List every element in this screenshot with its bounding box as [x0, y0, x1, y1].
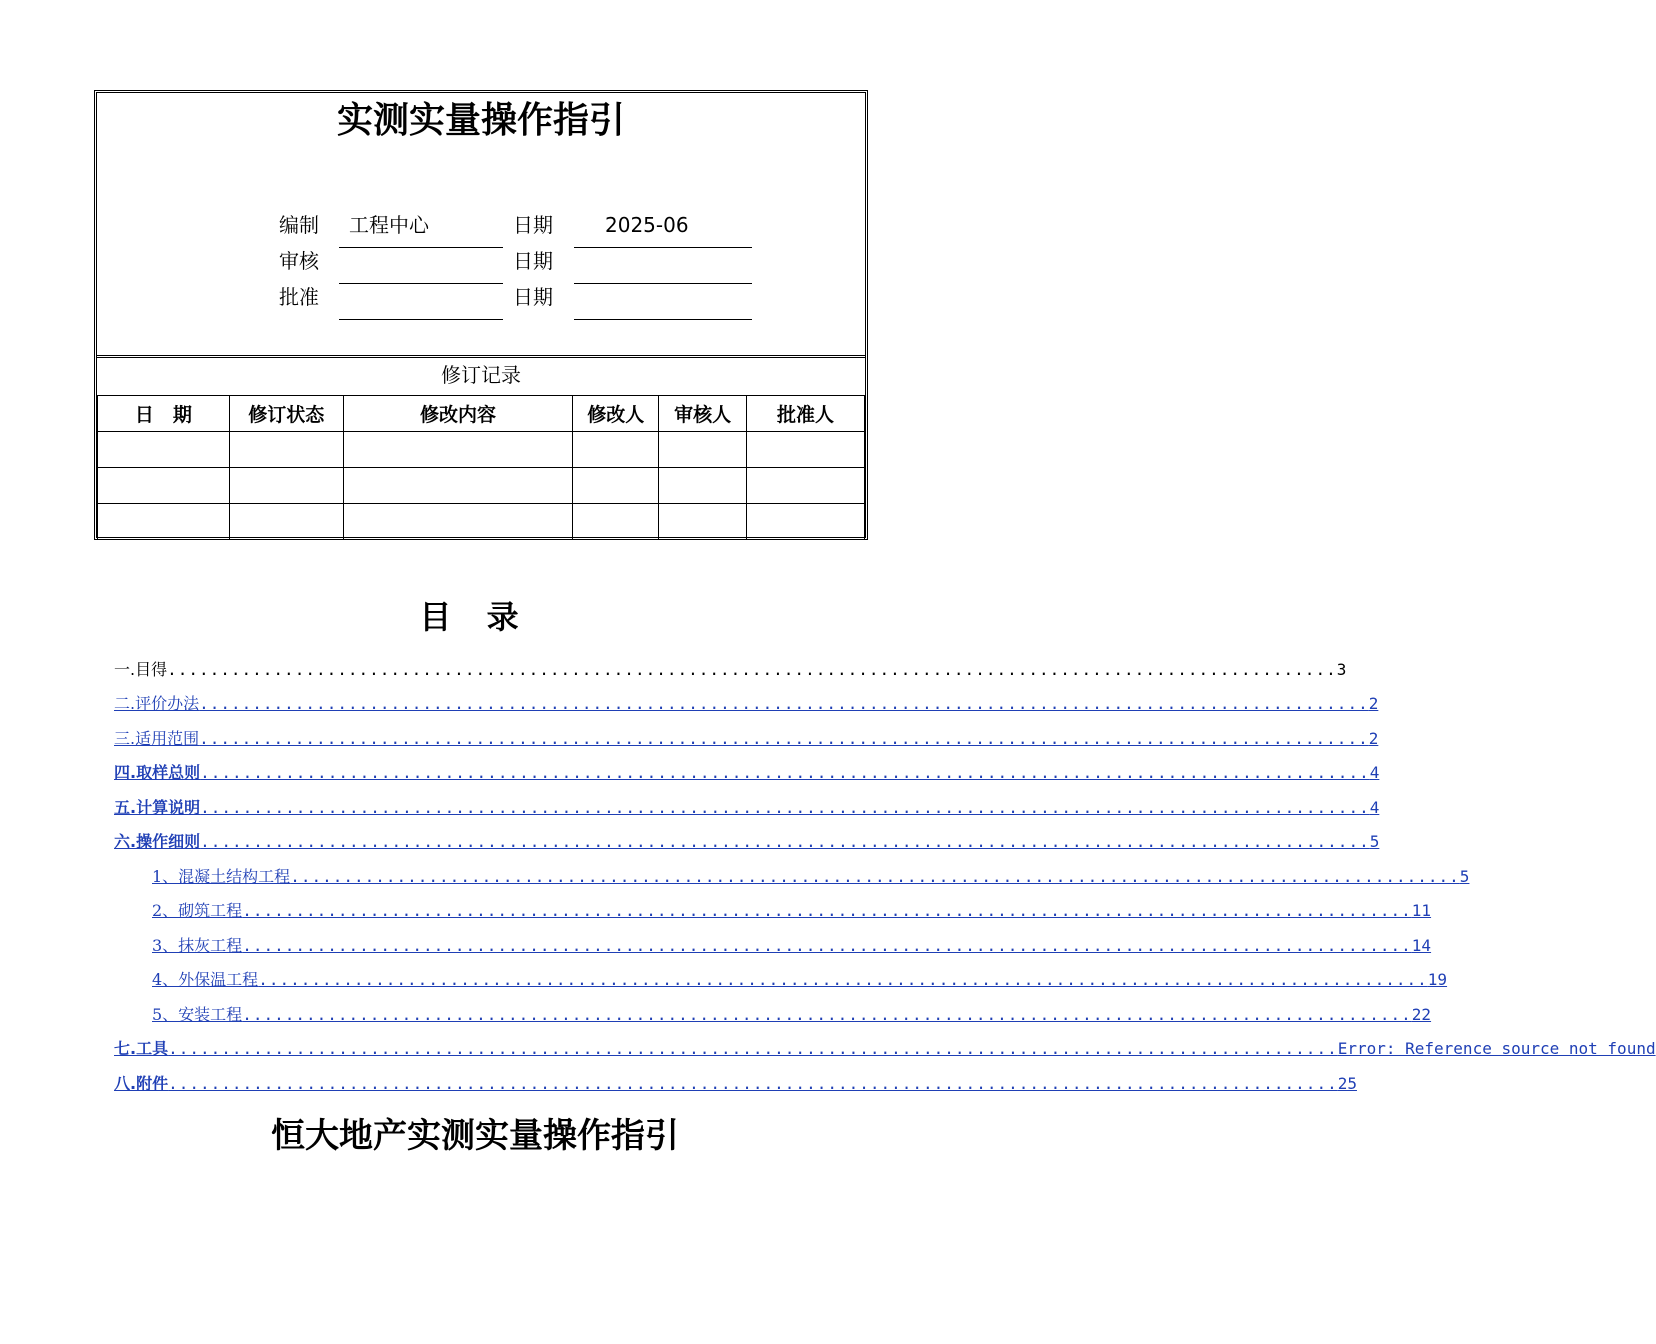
toc-item-label: 二.评价办法: [114, 694, 200, 713]
compile-date-value: 2025-06: [605, 213, 689, 237]
toc-item-evaluation[interactable]: [114, 692, 1379, 716]
toc-leader: ..............................................................................................................: [167, 660, 1337, 679]
toc-leader: ..............................................................................................................: [242, 936, 1412, 955]
toc-item-page: Error: Reference source not found: [1337, 1039, 1656, 1058]
col-change-content: 修改内容: [343, 396, 573, 432]
approve-date-label: 日期: [513, 285, 553, 309]
table-row: [98, 468, 865, 504]
toc-item-page: 22: [1411, 1005, 1432, 1024]
toc-item-label: 六.操作细则: [114, 832, 201, 851]
toc-item-scope[interactable]: [114, 727, 1379, 751]
approve-label: 批准: [279, 285, 319, 309]
revision-header-row: [98, 396, 865, 432]
toc-item-page: 14: [1411, 936, 1432, 955]
toc-item-page: 4: [1369, 798, 1380, 817]
revision-table: [97, 395, 865, 540]
toc-item-page: 3: [1336, 660, 1347, 679]
col-approver: 批准人: [747, 396, 865, 432]
table-row: [98, 504, 865, 540]
toc-leader: ..............................................................................................................: [242, 901, 1412, 920]
toc-item-page: 19: [1427, 970, 1448, 989]
col-revision-status: 修订状态: [229, 396, 343, 432]
toc-item-label: 1、混凝土结构工程: [152, 867, 291, 886]
compile-date-label: 日期: [513, 213, 553, 237]
section-divider: [97, 355, 865, 358]
col-modifier: 修改人: [573, 396, 659, 432]
toc-leader: ..............................................................................................................: [200, 832, 1370, 851]
compile-date-line: [574, 247, 752, 248]
toc-item-installation[interactable]: [152, 1003, 1432, 1027]
toc-heading: 目 录: [419, 598, 531, 636]
toc-item-page: 2: [1368, 694, 1379, 713]
toc-leader: ..............................................................................................................: [168, 1039, 1338, 1058]
toc-leader: ..............................................................................................................: [200, 763, 1370, 782]
toc-item-page: 5: [1369, 832, 1380, 851]
review-date-line: [574, 283, 752, 284]
toc-item-concrete[interactable]: [152, 865, 1470, 889]
toc-item-label: 3、抹灰工程: [152, 936, 243, 955]
toc-item-insulation[interactable]: [152, 968, 1448, 992]
toc-leader: ..............................................................................................................: [242, 1005, 1412, 1024]
toc-item-label: 七.工具: [114, 1039, 169, 1058]
document-title: 实测实量操作指引: [336, 100, 625, 141]
toc-item-label: 五.计算说明: [114, 798, 201, 817]
toc-item-tools[interactable]: [114, 1037, 1656, 1061]
col-reviewer: 审核人: [659, 396, 747, 432]
compile-value: 工程中心: [349, 213, 429, 237]
toc-item-purpose[interactable]: [114, 658, 1347, 682]
compile-line: [339, 247, 503, 248]
toc-item-label: 一.目得: [114, 660, 168, 679]
toc-item-label: 三.适用范围: [114, 729, 200, 748]
toc-item-sampling[interactable]: [114, 761, 1380, 785]
toc-item-page: 5: [1459, 867, 1470, 886]
toc-leader: ..............................................................................................................: [199, 694, 1369, 713]
toc-item-appendix[interactable]: [114, 1072, 1357, 1096]
revision-record-title: 修订记录: [441, 363, 521, 387]
compile-label: 编制: [279, 213, 319, 237]
toc-item-page: 25: [1337, 1074, 1357, 1093]
toc-item-label: 4、外保温工程: [152, 970, 259, 989]
col-date: 日 期: [98, 396, 230, 432]
toc-item-label: 八.附件: [114, 1074, 169, 1093]
toc-item-operation[interactable]: [114, 830, 1380, 854]
toc-item-page: 11: [1411, 901, 1432, 920]
toc-item-label: 四.取样总则: [114, 763, 201, 782]
toc-item-calculation[interactable]: [114, 796, 1380, 820]
table-row: [98, 432, 865, 468]
cover-box: [94, 90, 868, 540]
approve-line: [339, 319, 503, 320]
toc-item-page: 4: [1369, 763, 1380, 782]
toc-item-masonry[interactable]: [152, 899, 1432, 923]
toc-leader: ..............................................................................................................: [290, 867, 1460, 886]
toc-leader: ..............................................................................................................: [168, 1074, 1338, 1093]
section-title: 恒大地产实测实量操作指引: [271, 1116, 679, 1156]
toc-leader: ..............................................................................................................: [200, 798, 1370, 817]
review-label: 审核: [279, 249, 319, 273]
toc-leader: ..............................................................................................................: [199, 729, 1369, 748]
approve-date-line: [574, 319, 752, 320]
toc-item-page: 2: [1368, 729, 1379, 748]
review-line: [339, 283, 503, 284]
toc-item-plastering[interactable]: [152, 934, 1432, 958]
toc-leader: ..............................................................................................................: [258, 970, 1428, 989]
toc-item-label: 2、砌筑工程: [152, 901, 243, 920]
review-date-label: 日期: [513, 249, 553, 273]
toc-item-label: 5、安装工程: [152, 1005, 243, 1024]
